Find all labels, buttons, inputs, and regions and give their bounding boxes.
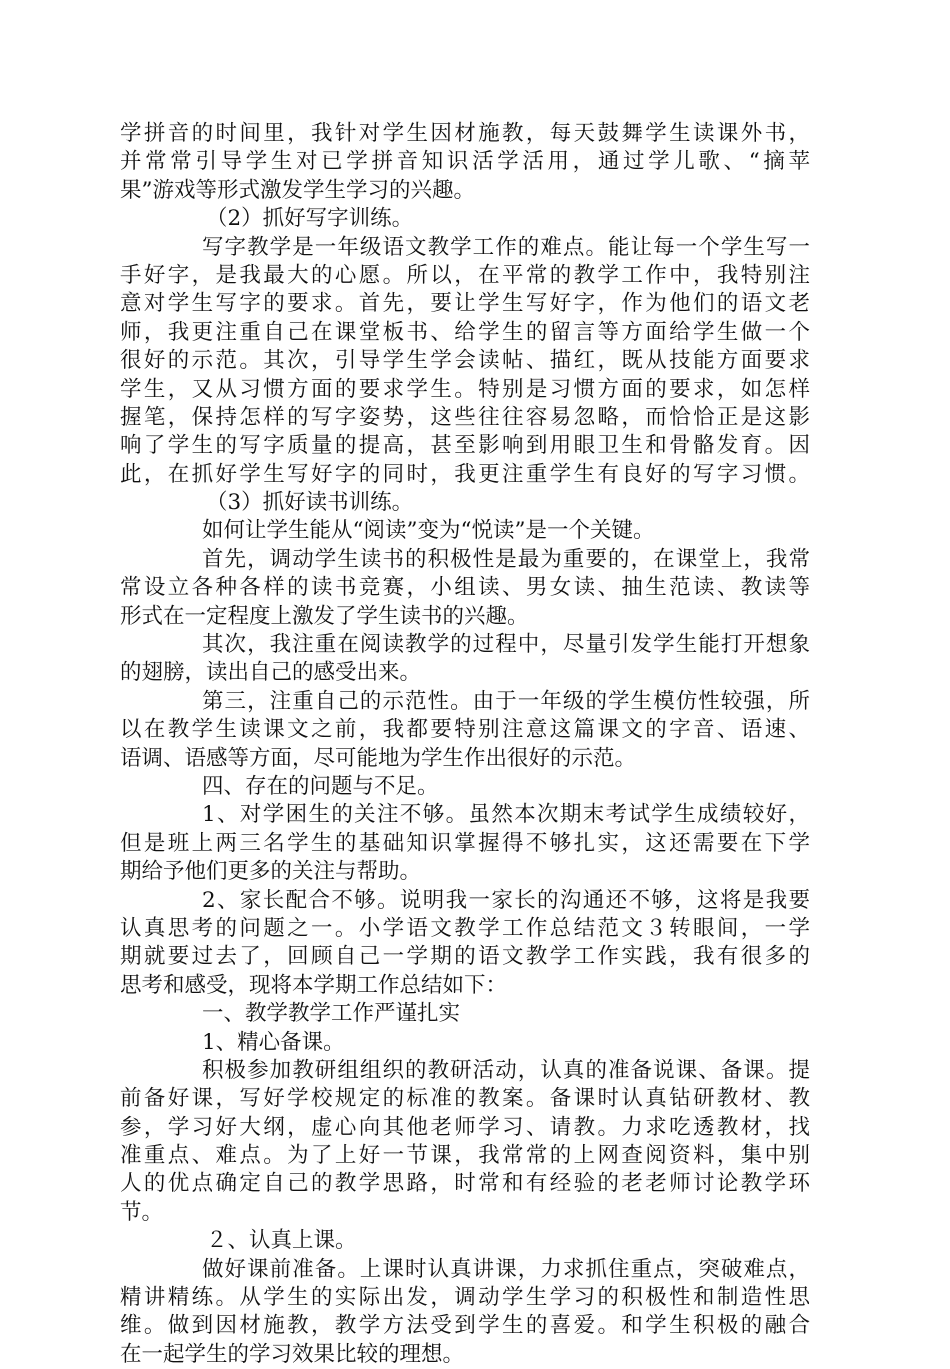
section-heading: 四、存在的问题与不足。 (202, 773, 439, 799)
paragraph-line: 并常常引导学生对已学拼音知识活学活用，通过学儿歌、“摘苹 (120, 149, 810, 175)
paragraph-line: 其次，我注重在阅读教学的过程中，尽量引发学生能打开想象 (202, 632, 810, 658)
paragraph-line: 响了学生的写字质量的提高，甚至影响到用眼卫生和骨骼发育。因 (120, 433, 810, 459)
document-page (120, 120, 810, 1369)
section-heading: （2）抓好写字训练。 (206, 206, 414, 232)
paragraph-line: 前备好课，写好学校规定的标准的教案。备课时认真钻研教材、教 (120, 1086, 810, 1112)
paragraph-line: 人的优点确定自己的教学思路，时常和有经验的老老师讨论教学环 (120, 1171, 810, 1197)
paragraph-line: 很好的示范。其次，引导学生学会读帖、描红，既从技能方面要求 (120, 348, 810, 374)
paragraph-line: 2、家长配合不够。说明我一家长的沟通还不够，这将是我要 (202, 887, 810, 913)
paragraph-line: 首先，调动学生读书的积极性是最为重要的，在课堂上，我常 (202, 546, 810, 572)
section-heading: ２、认真上课。 (206, 1228, 357, 1254)
paragraph-line: 握笔，保持怎样的写字姿势，这些往往容易忽略，而恰恰正是这影 (120, 404, 810, 430)
paragraph-line: 师，我更注重自己在课堂板书、给学生的留言等方面给学生做一个 (120, 319, 810, 345)
paragraph-line: 此，在抓好学生写好字的同时，我更注重学生有良好的写字习惯。 (120, 461, 810, 487)
paragraph-line: 常设立各种各样的读书竞赛，小组读、男女读、抽生范读、教读等 (120, 575, 810, 601)
paragraph-line: 在一起学生的学习效果比较的理想。 (120, 1341, 465, 1367)
paragraph-line: 语调、语感等方面，尽可能地为学生作出很好的示范。 (120, 745, 637, 771)
paragraph-line: 手好字，是我最大的心愿。所以，在平常的教学工作中，我特别注 (120, 262, 810, 288)
paragraph-line: 如何让学生能从“阅读”变为“悦读”是一个关键。 (202, 518, 655, 544)
section-heading: （3）抓好读书训练。 (206, 490, 414, 516)
paragraph-line: 第三，注重自己的示范性。由于一年级的学生模仿性较强，所 (202, 688, 810, 714)
section-heading: 1、精心备课。 (202, 1029, 345, 1055)
paragraph-line: 形式在一定程度上激发了学生读书的兴趣。 (120, 603, 529, 629)
paragraph-line: 期就要过去了，回顾自己一学期的语文教学工作实践，我有很多的 (120, 944, 810, 970)
paragraph-line: 思考和感受，现将本学期工作总结如下： (120, 972, 508, 998)
paragraph-line: 以在教学生读课文之前，我都要特别注意这篇课文的字音、语速、 (120, 717, 810, 743)
paragraph-line: 写字教学是一年级语文教学工作的难点。能让每一个学生写一 (202, 234, 810, 260)
paragraph-line: 1、对学困生的关注不够。虽然本次期末考试学生成绩较好， (202, 802, 810, 828)
paragraph-line: 意对学生写字的要求。首先，要让学生写好字，作为他们的语文老 (120, 291, 810, 317)
paragraph-line: 认真思考的问题之一。小学语文教学工作总结范文３转眼间，一学 (120, 915, 810, 941)
paragraph-line: 做好课前准备。上课时认真讲课，力求抓住重点，突破难点， (202, 1256, 810, 1282)
paragraph-line: 参，学习好大纲，虚心向其他老师学习、请教。力求吃透教材，找 (120, 1114, 810, 1140)
paragraph-line: 精讲精练。从学生的实际出发，调动学生学习的积极性和制造性思 (120, 1285, 810, 1311)
paragraph-line: 果”游戏等形式激发学生学习的兴趣。 (120, 177, 475, 203)
paragraph-line: 但是班上两三名学生的基础知识掌握得不够扎实，这还需要在下学 (120, 830, 810, 856)
paragraph-line: 积极参加教研组组织的教研活动，认真的准备说课、备课。提 (202, 1057, 810, 1083)
section-heading: 一、教学教学工作严谨扎实 (202, 1001, 461, 1027)
paragraph-line: 的翅膀，读出自己的感受出来。 (120, 660, 422, 686)
paragraph-line: 维。做到因材施教，教学方法受到学生的喜爱。和学生积极的融合 (120, 1313, 810, 1339)
paragraph-line: 节。 (120, 1199, 164, 1225)
paragraph-line: 准重点、难点。为了上好一节课，我常常的上网查阅资料，集中别 (120, 1143, 810, 1169)
paragraph-line: 学生，又从习惯方面的要求学生。特别是习惯方面的要求，如怎样 (120, 376, 810, 402)
paragraph-line: 期给予他们更多的关注与帮助。 (120, 859, 422, 885)
paragraph-line: 学拼音的时间里，我针对学生因材施教，每天鼓舞学生读课外书， (120, 121, 810, 146)
